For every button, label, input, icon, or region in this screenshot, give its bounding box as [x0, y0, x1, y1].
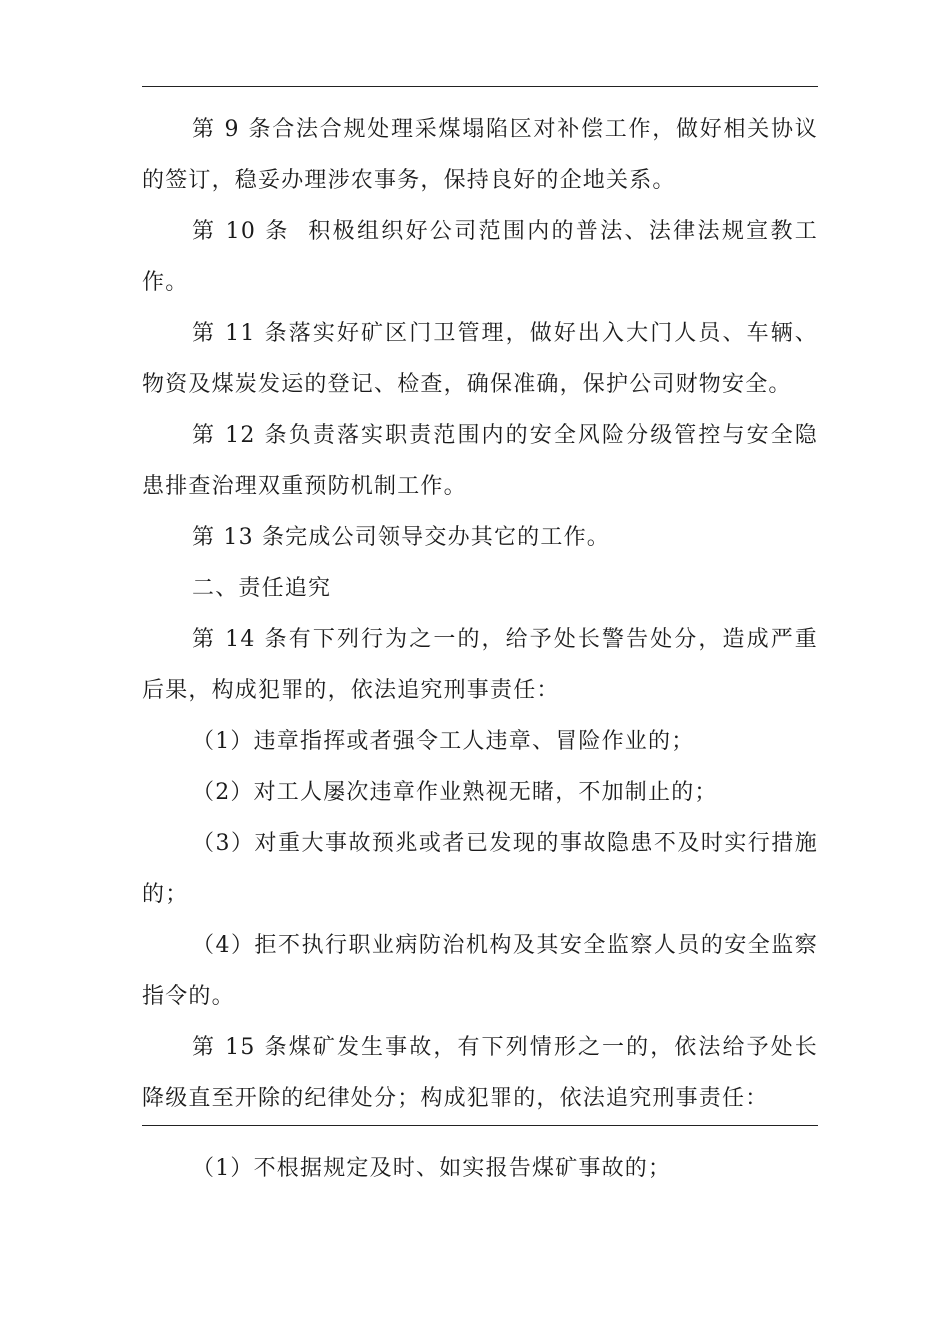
article-15-item-1: （1）不根据规定及时、如实报告煤矿事故的； — [192, 1156, 672, 1181]
document-body — [142, 104, 818, 1124]
article-14: 第 14 条有下列行为之一的，给予处长警告处分，造成严重后果，构成犯罪的，依法追究刑事责任： — [142, 627, 818, 703]
article-14-item-4: （4）拒不执行职业病防治机构及其安全监察人员的安全监察指令的。 — [142, 933, 818, 1009]
next-page-content — [142, 1143, 818, 1194]
article-15: 第 15 条煤矿发生事故，有下列情形之一的，依法给予处长降级直至开除的纪律处分；构成犯罪的，依法追究刑事责任： — [142, 1035, 818, 1111]
article-10: 第 10 条 积极组织好公司范围内的普法、法律法规宣教工作。 — [142, 219, 818, 295]
article-14-item-2: （2）对工人屡次违章作业熟视无睹，不加制止的； — [192, 780, 718, 805]
article-12: 第 12 条负责落实职责范围内的安全风险分级管控与安全隐患排查治理双重预防机制工作。 — [142, 423, 818, 499]
article-14-item-1: （1）违章指挥或者强令工人违章、冒险作业的； — [192, 729, 695, 754]
page-break-rule — [142, 1125, 818, 1126]
header-rule — [142, 86, 818, 87]
section-heading-liability: 二、责任追究 — [192, 576, 332, 601]
article-13: 第 13 条完成公司领导交办其它的工作。 — [192, 525, 610, 550]
article-11: 第 11 条落实好矿区门卫管理，做好出入大门人员、车辆、物资及煤炭发运的登记、检查，确保准确，保护公司财物安全。 — [142, 321, 818, 397]
article-9: 第 9 条合法合规处理采煤塌陷区对补偿工作，做好相关协议的签订，稳妥办理涉农事务，保持良好的企地关系。 — [142, 117, 818, 193]
article-14-item-3: （3）对重大事故预兆或者已发现的事故隐患不及时实行措施的； — [142, 831, 818, 907]
